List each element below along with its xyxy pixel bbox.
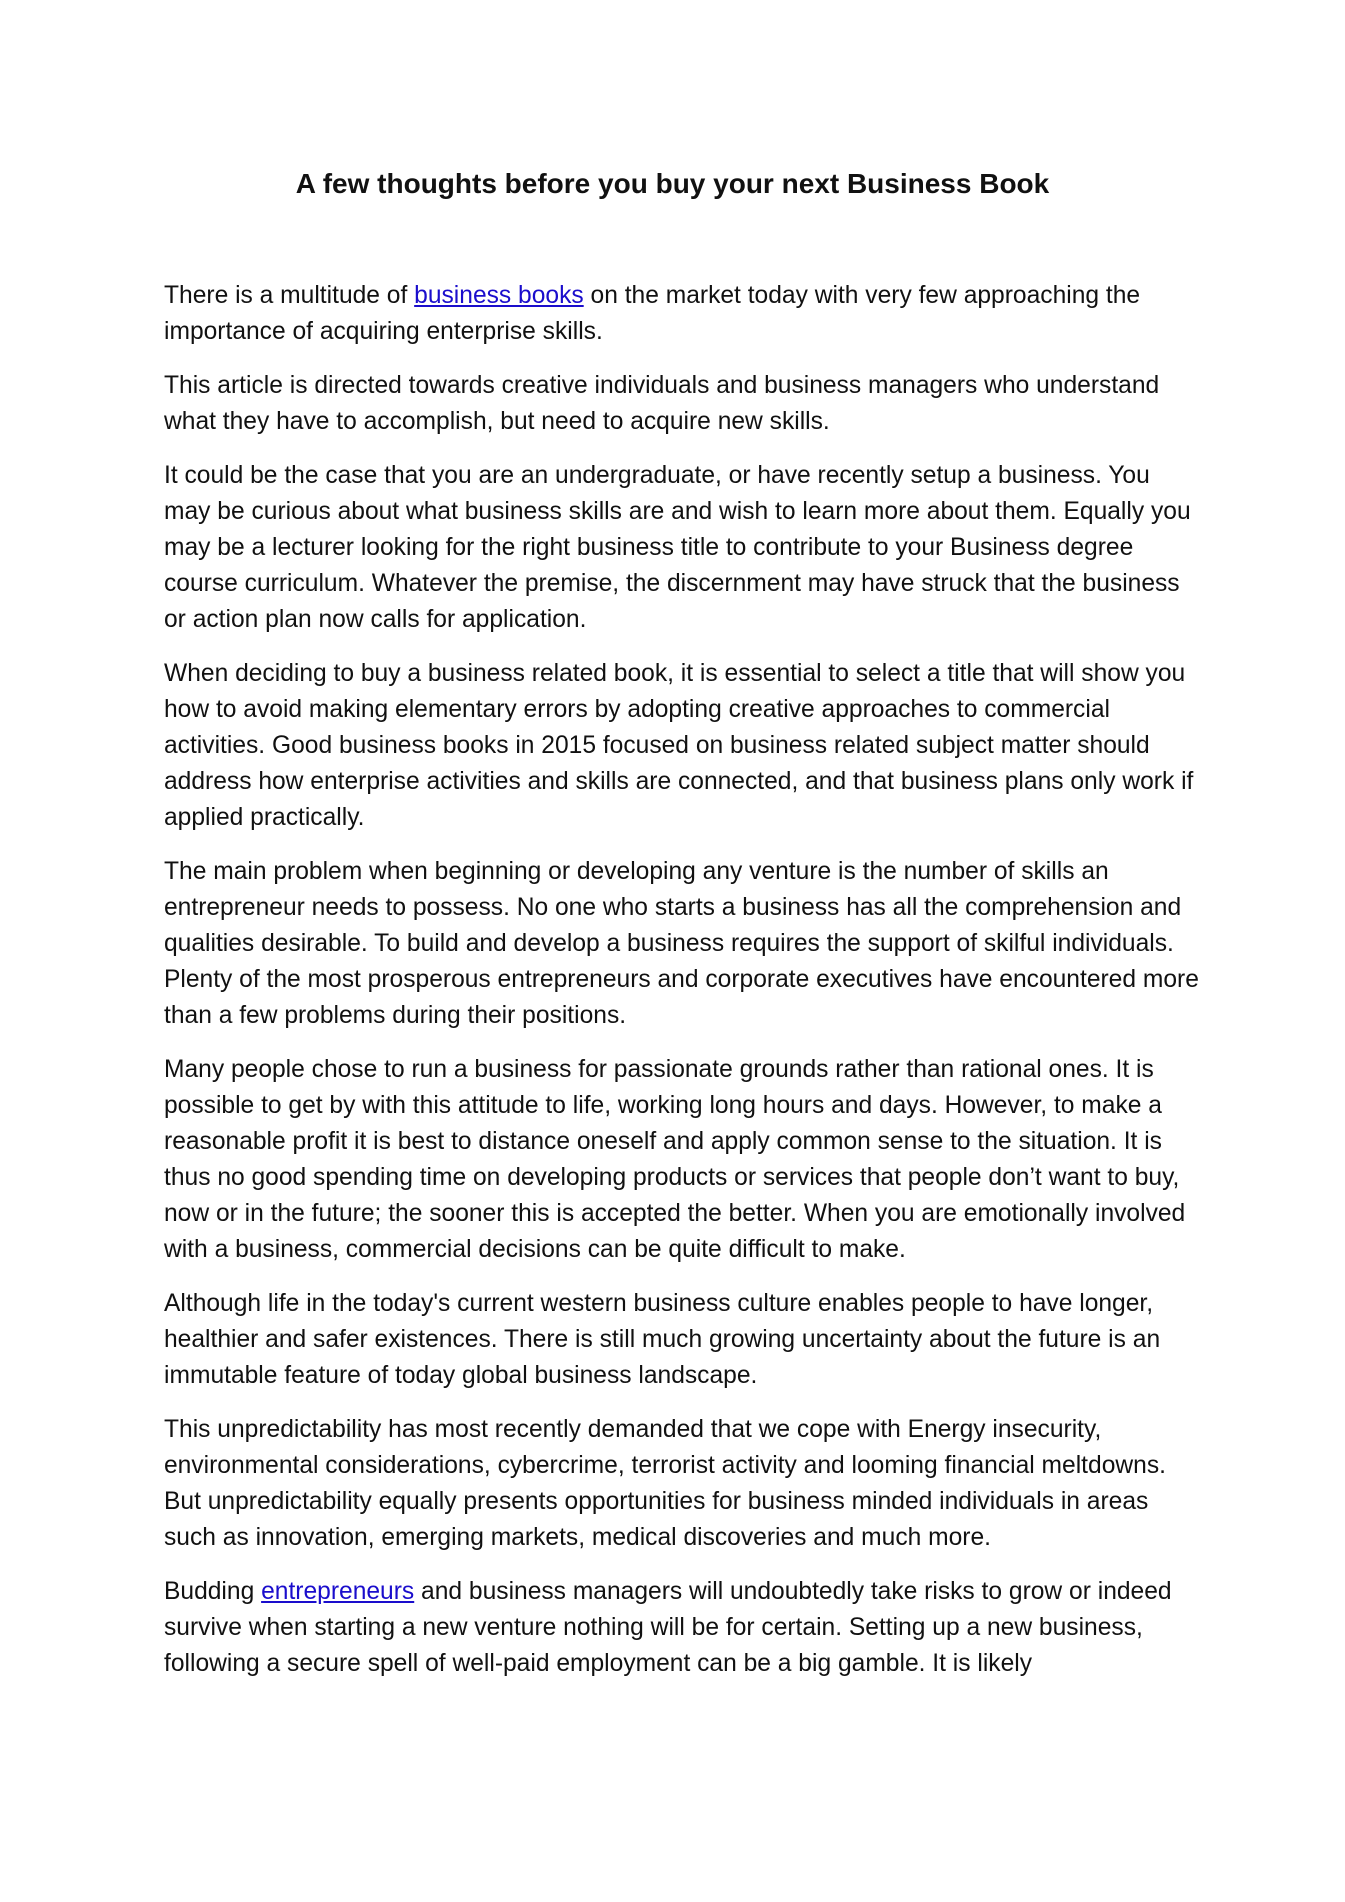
paragraph-2: This article is directed towards creative individuals and business managers who understand what they have to accomplish, but need to acquire new skills.: [164, 372, 1160, 435]
paragraph-3: It could be the case that you are an undergraduate, or have recently setup a business. You may be curious about what business skills are and wish to learn more about them. Equally you may be a lecturer looking for the right business title to contribute to your Business degree course curriculum. Whatever the premise, the discernment may have struck that the business or action plan now calls for application.: [164, 462, 1191, 633]
document-title: A few thoughts before you buy your next Business Book: [295, 168, 1050, 199]
business-books-link[interactable]: business books: [414, 282, 584, 309]
entrepreneurs-link[interactable]: entrepreneurs: [261, 1578, 415, 1605]
paragraph-5: The main problem when beginning or developing any venture is the number of skills an entrepreneur needs to possess. No one who starts a business has all the comprehension and qualities desirable. To build and develop a business requires the support of skilful individuals. Plenty of the most prosperous entrepreneurs and corporate executives have encountered more than a few problems during their positions.: [164, 858, 1199, 1029]
paragraph-1: [164, 278, 1200, 350]
paragraph-text: on the market today with very few approaching the importance of acquiring enterprise skills.: [164, 282, 1141, 345]
paragraph-text: There is a multitude of: [164, 282, 415, 309]
paragraph-8: This unpredictability has most recently demanded that we cope with Energy insecurity, environmental considerations, cybercrime, terrorist activity and looming financial meltdowns. But unpredictability equally presents opportunities for business minded individuals in areas such as innovation, emerging markets, medical discoveries and much more.: [164, 1416, 1166, 1551]
paragraph-text: and business managers will undoubtedly take risks to grow or indeed survive when starting a new venture nothing will be for certain. Setting up a new business, following a secure spell of well-paid employment can be a big gamble. It is likely: [164, 1578, 1172, 1677]
paragraph-4: When deciding to buy a business related book, it is essential to select a title that will show you how to avoid making elementary errors by adopting creative approaches to commercial activities. Good business books in 2015 focused on business related subject matter should address how enterprise activities and skills are connected, and that business plans only work if applied practically.: [164, 660, 1194, 831]
paragraph-text: Budding: [164, 1578, 262, 1605]
document-body: [164, 278, 1200, 1700]
paragraph-7: Although life in the today's current western business culture enables people to have longer, healthier and safer existences. There is still much growing uncertainty about the future is an immutable feature of today global business landscape.: [164, 1290, 1161, 1389]
paragraph-9: [164, 1574, 1200, 1682]
paragraph-6: Many people chose to run a business for passionate grounds rather than rational ones. It is possible to get by with this attitude to life, working long hours and days. However, to make a reasonable profit it is best to distance oneself and apply common sense to the situation. It is thus no good spending time on developing products or services that people don’t want to buy, now or in the future; the sooner this is accepted the better. When you are emotionally involved with a business, commercial decisions can be quite difficult to make.: [164, 1056, 1186, 1263]
